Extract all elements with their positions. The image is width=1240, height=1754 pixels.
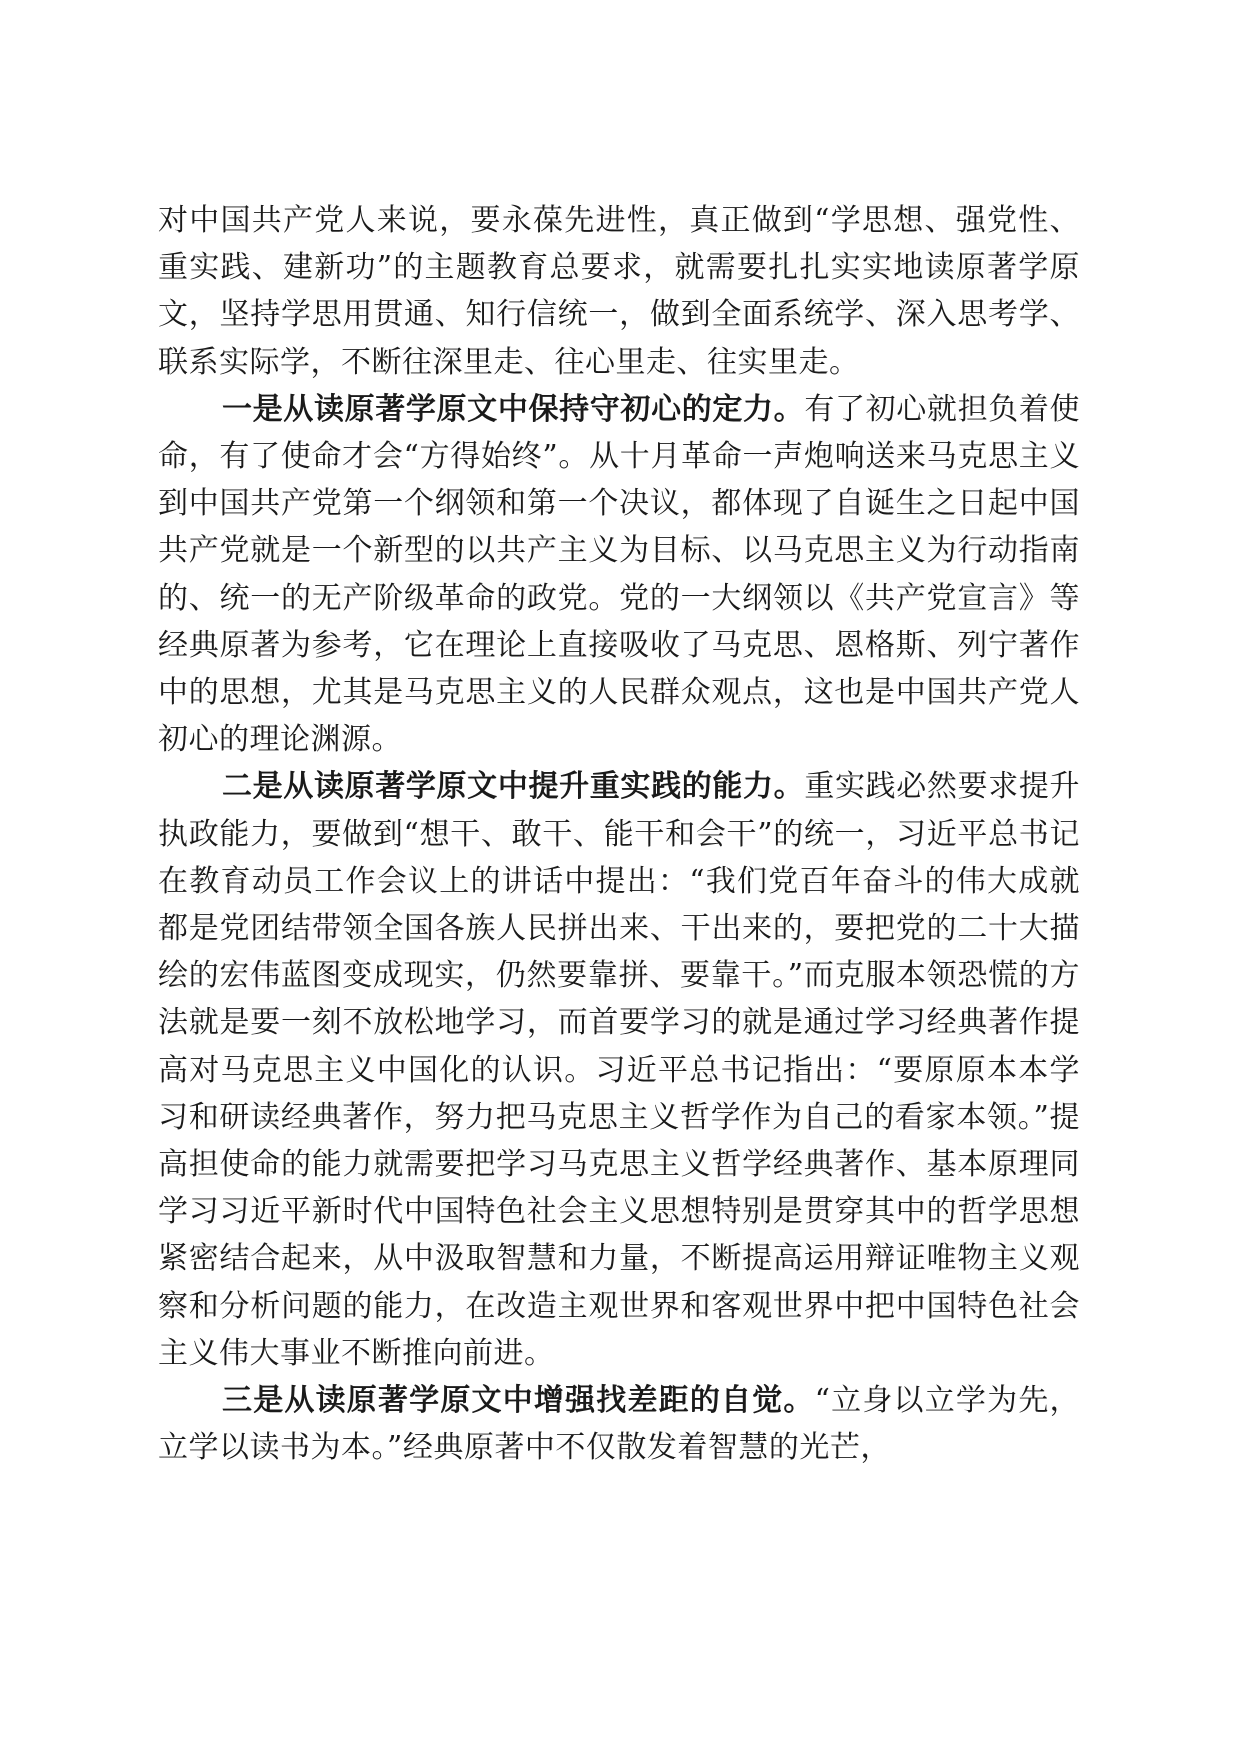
document-body <box>158 197 1080 1471</box>
paragraph-point-two-text: 重实践必然要求提升执政能力，要做到“想干、敢干、能干和会干”的统一，习近平总书记在教育动员工作会议上的讲话中提出：“我们党百年奋斗的伟大成就都是党团结带领全国各族人民拼出来、干出来的，要把党的二十大描绘的宏伟蓝图变成现实，仍然要靠拼、要靠干。”而克服本领恐慌的方法就是要一刻不放松地学习，而首要学习的就是通过学习经典著作提高对马克思主义中国化的认识。习近平总书记指出：“要原原本本学习和研读经典著作，努力把马克思主义哲学作为自己的看家本领。”提高担使命的能力就需要把学习马克思主义哲学经典著作、基本原理同学习习近平新时代中国特色社会主义思想特别是贯穿其中的哲学思想紧密结合起来，从中汲取智慧和力量，不断提高运用辩证唯物主义观察和分析问题的能力，在改造主观世界和客观世界中把中国特色社会主义伟大事业不断推向前进。 <box>158 769 1081 1371</box>
paragraph-point-three-heading: 三是从读原著学原文中增强找差距的自觉。 <box>222 1383 815 1419</box>
paragraph-point-one-heading: 一是从读原著学原文中保持守初心的定力。 <box>222 391 805 427</box>
paragraph-point-one <box>158 386 1080 764</box>
paragraph-point-three <box>158 1377 1080 1471</box>
paragraph-point-three-text: “立身以立学为先，立学以读书为本。”经典原著中不仅散发着智慧的光芒， <box>158 1383 1081 1466</box>
paragraph-point-one-text: 有了初心就担负着使命，有了使命才会“方得始终”。从十月革命一声炮响送来马克思主义到中国共产党第一个纲领和第一个决议，都体现了自诞生之日起中国共产党就是一个新型的以共产主义为目标、以马克思主义为行动指南的、统一的无产阶级革命的政党。党的一大纲领以《共产党宣言》等经典原著为参考，它在理论上直接吸收了马克思、恩格斯、列宁著作中的思想，尤其是马克思主义的人民群众观点，这也是中国共产党人初心的理论渊源。 <box>158 391 1081 758</box>
paragraph-point-two-heading: 二是从读原著学原文中提升重实践的能力。 <box>222 769 805 805</box>
paragraph-point-two <box>158 763 1080 1377</box>
paragraph-intro-text: 对中国共产党人来说，要永葆先进性，真正做到“学思想、强党性、重实践、建新功”的主题教育总要求，就需要扎扎实实地读原著学原文，坚持学思用贯通、知行信统一，做到全面系统学、深入思考学、联系实际学，不断往深里走、往心里走、往实里走。 <box>158 203 1080 380</box>
paragraph-intro <box>158 197 1080 386</box>
